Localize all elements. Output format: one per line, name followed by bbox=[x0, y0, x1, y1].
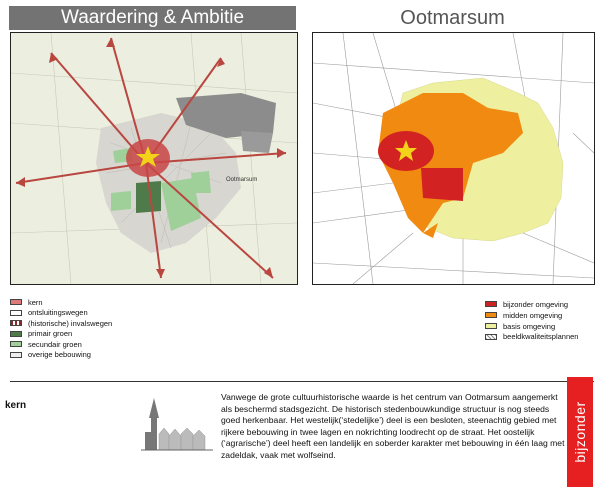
legend-item-kern: kern bbox=[10, 297, 112, 308]
legend-left bbox=[10, 297, 112, 360]
category-tag: bijzonder bbox=[567, 377, 593, 487]
left-map-title: Waardering & Ambitie bbox=[9, 6, 296, 30]
place-label: Ootmarsum bbox=[226, 177, 258, 183]
section-divider bbox=[10, 381, 594, 382]
ootmarsum-map-canvas bbox=[313, 33, 594, 284]
legend-swatch bbox=[485, 312, 497, 318]
legend-right bbox=[485, 299, 578, 342]
legend-swatch bbox=[10, 320, 22, 326]
legend-item-invalswegen: (historische) invalswegen bbox=[10, 318, 112, 329]
legend-swatch bbox=[485, 323, 497, 329]
legend-item-primair-groen: primair groen bbox=[10, 329, 112, 340]
waardering-map-canvas bbox=[11, 33, 297, 284]
legend-item-secundair-groen: secundair groen bbox=[10, 339, 112, 350]
right-map-title: Ootmarsum bbox=[400, 7, 505, 29]
legend-swatch bbox=[485, 301, 497, 307]
section-description: Vanwege de grote cultuurhistorische waarde is het centrum van Ootmarsum aangemerkt als beschermd stadsgezicht. De historisch stedenbouwkundige structuur is nog steeds goed herkenbaar. Het westelijk(‘stedelijke’) deel is een besloten, steenachtig gebied met rijkere bebouwing in twee lagen en nokrichting loodrecht op de straat. Het oostelijk (‘agrarische’) deel heeft een landelijk en soberder karakter met bebouwing in één laag met zadeldak, vaak met wolfseind. bbox=[221, 392, 565, 460]
legend-item-basis: basis omgeving bbox=[485, 321, 578, 332]
legend-swatch bbox=[10, 331, 22, 337]
legend-swatch bbox=[10, 310, 22, 316]
legend-swatch bbox=[10, 299, 22, 305]
legend-swatch bbox=[485, 334, 497, 340]
ootmarsum-map[interactable] bbox=[312, 32, 595, 285]
section-label: kern bbox=[5, 400, 27, 411]
waardering-map[interactable] bbox=[10, 32, 298, 285]
legend-swatch bbox=[10, 341, 22, 347]
skyline-icon bbox=[141, 398, 213, 452]
legend-swatch bbox=[10, 352, 22, 358]
legend-item-overige-bebouwing: overige bebouwing bbox=[10, 350, 112, 361]
legend-item-beeldkwaliteitsplannen: beeldkwaliteitsplannen bbox=[485, 331, 578, 342]
legend-item-ontsluitingswegen: ontsluitingswegen bbox=[10, 308, 112, 319]
legend-item-midden: midden omgeving bbox=[485, 310, 578, 321]
legend-item-bijzonder: bijzonder omgeving bbox=[485, 299, 578, 310]
